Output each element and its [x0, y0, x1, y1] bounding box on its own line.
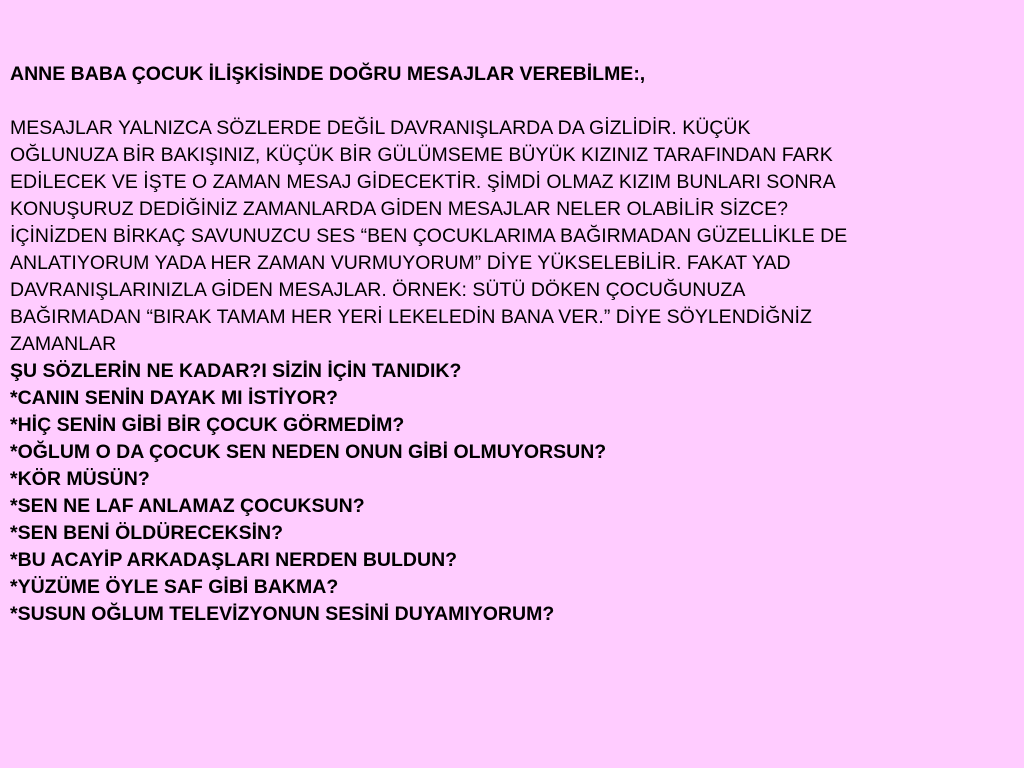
question-item: *CANIN SENİN DAYAK MI İSTİYOR? [10, 387, 338, 409]
slide-content [10, 61, 1014, 628]
question-item: *BU ACAYİP ARKADAŞLARI NERDEN BULDUN? [10, 549, 458, 571]
slide-title: ANNE BABA ÇOCUK İLİŞKİSİNDE DOĞRU MESAJLAR VEREBİLME:, [10, 63, 646, 85]
body-paragraph: MESAJLAR YALNIZCA SÖZLERDE DEĞİL DAVRANIŞLARDA DA GİZLİDİR. KÜÇÜK OĞLUNUZA BİR BAKIŞINIZ, KÜÇÜK BİR GÜLÜMSEME BÜYÜK KIZINIZ TARAFINDAN FARK EDİLECEK VE İŞTE O ZAMAN MESAJ GİDECEKTİR. ŞİMDİ OLMAZ KIZIM BUNLARI SONRA KONUŞURUZ DEDİĞİNİZ ZAMANLARDA GİDEN MESAJLAR NELER OLABİLİR SİZCE? İÇİNİZDEN BİRKAÇ SAVUNUZCU SES “BEN ÇOCUKLARIMA BAĞIRMADAN GÜZELLİKLE DE ANLATIYORUM YADA HER ZAMAN VURMUYORUM” DİYE YÜKSELEBİLİR. FAKAT YAD DAVRANIŞLARINIZLA GİDEN MESAJLAR. ÖRNEK: SÜTÜ DÖKEN ÇOCUĞUNUZA BAĞIRMADAN “BIRAK TAMAM HER YERİ LEKELEDİN BANA VER.” DİYE SÖYLENDİĞNİZ ZAMANLAR [10, 117, 848, 355]
question-list [10, 358, 1014, 628]
question-item: *OĞLUM O DA ÇOCUK SEN NEDEN ONUN GİBİ OLMUYORSUN? [10, 441, 607, 463]
question-item: *KÖR MÜSÜN? [10, 468, 150, 490]
question-item: *SEN BENİ ÖLDÜRECEKSİN? [10, 522, 284, 544]
question-item: *SUSUN OĞLUM TELEVİZYONUN SESİNİ DUYAMIYORUM? [10, 603, 555, 625]
question-item: ŞU SÖZLERİN NE KADAR?I SİZİN İÇİN TANIDIK? [10, 360, 462, 382]
question-item: *YÜZÜME ÖYLE SAF GİBİ BAKMA? [10, 576, 339, 598]
question-item: *SEN NE LAF ANLAMAZ ÇOCUKSUN? [10, 495, 365, 517]
question-item: *HİÇ SENİN GİBİ BİR ÇOCUK GÖRMEDİM? [10, 414, 405, 436]
